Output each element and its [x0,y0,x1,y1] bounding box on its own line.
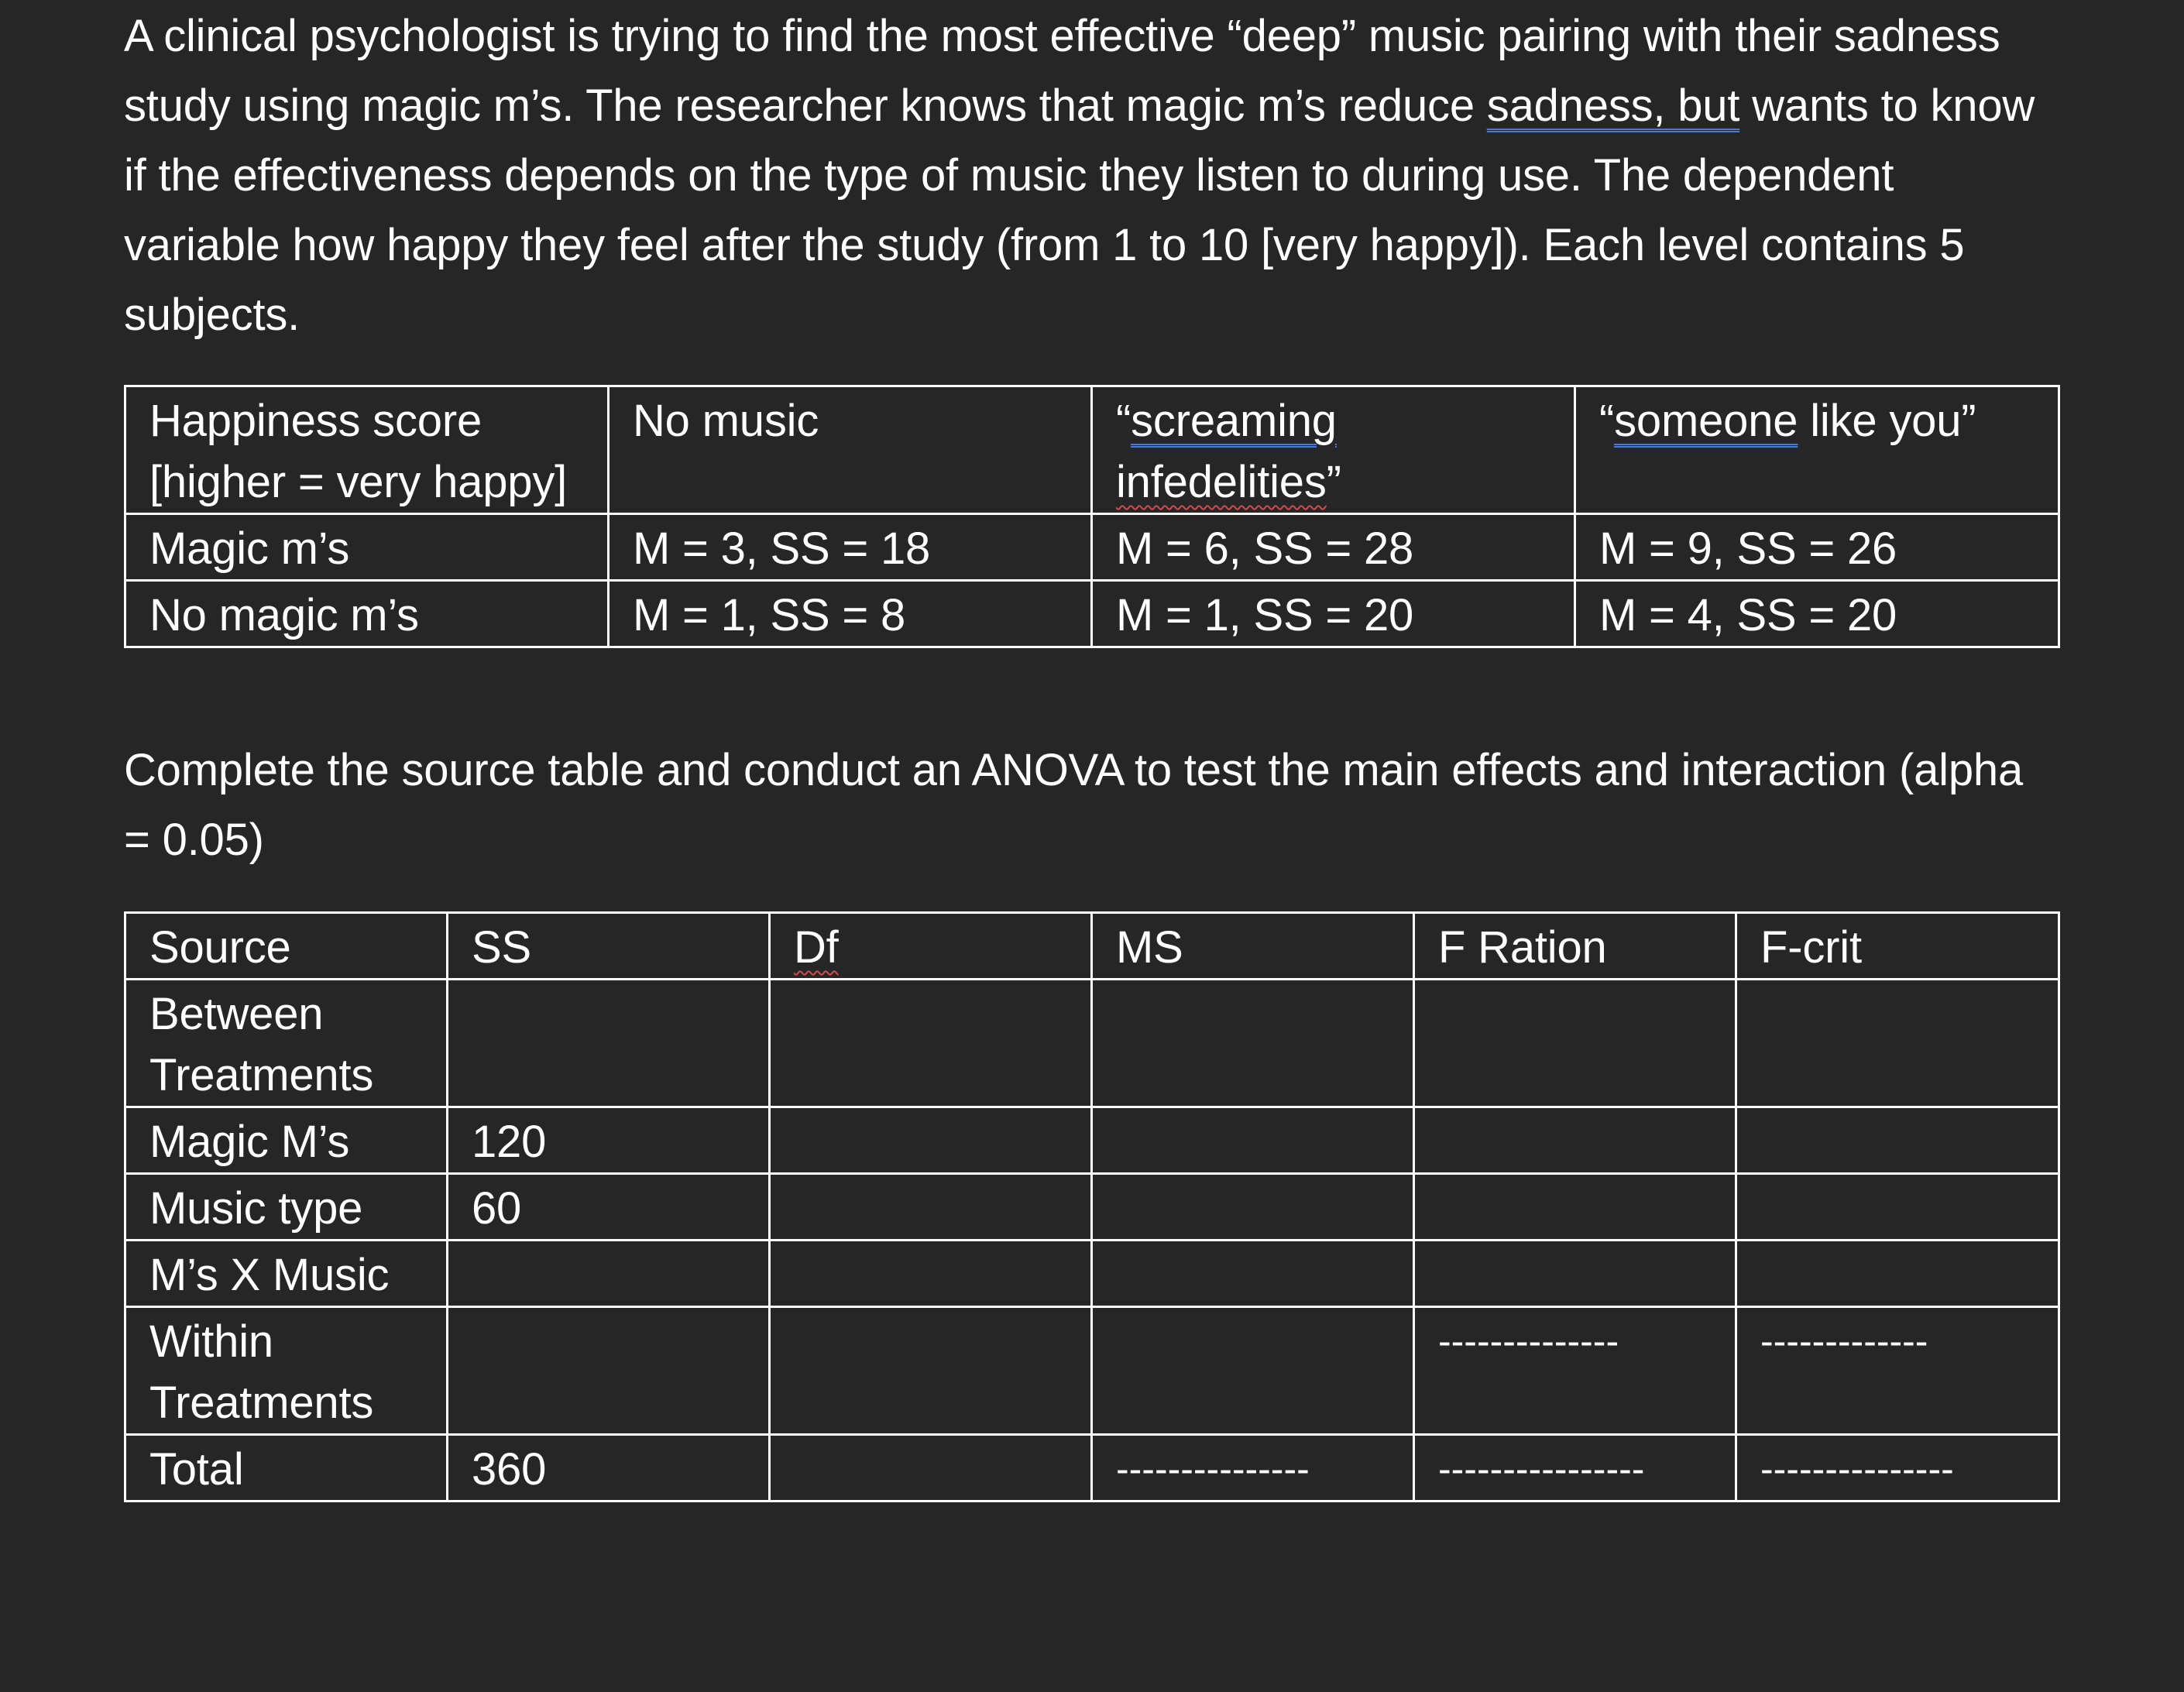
ss-cell[interactable]: 120 [448,1107,770,1174]
f-cell[interactable] [1414,1107,1736,1174]
source-label: Music type [125,1174,448,1241]
data-table-row-label: No magic m’s [125,581,609,647]
header-f-crit: F-crit [1736,913,2059,980]
ms-cell[interactable] [1092,1174,1414,1241]
source-row-magic [125,1107,2059,1174]
dash-placeholder: ---------------- [1438,1447,1645,1491]
source-row-between [125,980,2059,1107]
source-label: Total [125,1435,448,1502]
f-cell[interactable] [1414,980,1736,1107]
quote-open: “ [1116,396,1131,446]
f-cell[interactable] [1414,1241,1736,1307]
intro-underlined-text: sadness, but [1486,81,1740,131]
df-cell[interactable] [770,1107,1092,1174]
question-paragraph: Complete the source table and conduct an ANOVA to test the main effects and interaction (alpha = 0.05) [124,745,2024,865]
ms-cell[interactable] [1092,1241,1414,1307]
df-cell[interactable] [770,1241,1092,1307]
data-table-cell: M = 9, SS = 26 [1575,514,2059,581]
source-row-within [125,1307,2059,1435]
data-table-cell: M = 1, SS = 8 [609,581,1092,647]
like-you-text: like you” [1798,396,1976,446]
fcrit-cell [1736,1307,2059,1435]
data-table-cell: M = 6, SS = 28 [1092,514,1575,581]
fcrit-cell [1736,1435,2059,1502]
dash-placeholder: --------------- [1760,1447,1954,1491]
quote-open: “ [1599,396,1615,446]
ms-cell [1092,1435,1414,1502]
f-cell [1414,1307,1736,1435]
intro-paragraph [124,0,2045,350]
data-table-cell: M = 1, SS = 20 [1092,581,1575,647]
source-label: Magic M’s [125,1107,448,1174]
df-cell[interactable] [770,1307,1092,1435]
f-cell[interactable] [1414,1174,1736,1241]
data-table-col-no-music: No music [609,386,1092,514]
data-table-col-screaming [1092,386,1575,514]
data-table-cell: M = 3, SS = 18 [609,514,1092,581]
ms-cell[interactable] [1092,1307,1414,1435]
header-ss: SS [448,913,770,980]
data-table-col-someone [1575,386,2059,514]
anova-source-table [124,911,2060,1502]
ss-cell[interactable] [448,1241,770,1307]
screaming-word: screaming [1131,396,1337,446]
source-row-interaction [125,1241,2059,1307]
intro-text-post: wants to know if the effectiveness depends on the type of music they listen to during use. The dependent variable how happy they feel after the study (from 1 to 10 [very happy]). Each level contains 5 subjects. [124,81,2035,340]
header-df [770,913,1092,980]
data-table-row-label: Magic m’s [125,514,609,581]
df-cell[interactable] [770,980,1092,1107]
data-table-header-row [125,386,2059,514]
source-row-music [125,1174,2059,1241]
data-table-cell: M = 4, SS = 20 [1575,581,2059,647]
header-f-ratio: F Ration [1414,913,1736,980]
fcrit-cell[interactable] [1736,1241,2059,1307]
header-ms: MS [1092,913,1414,980]
source-table-header-row [125,913,2059,980]
fcrit-cell[interactable] [1736,1174,2059,1241]
intro-text-pre: A clinical psychologist is trying to find the most effective “deep” music pairing with their sadness study using magic m’s. The researcher knows that magic m’s reduce [124,11,2000,131]
f-cell [1414,1435,1736,1502]
data-table-row [125,581,2059,647]
source-label: Within Treatments [125,1307,448,1435]
ss-cell[interactable] [448,980,770,1107]
source-label: Between Treatments [125,980,448,1107]
infedelities-word: infedelities [1116,457,1327,507]
header-source: Source [125,913,448,980]
df-cell[interactable] [770,1435,1092,1502]
dash-placeholder: -------------- [1438,1320,1619,1363]
dash-placeholder: --------------- [1116,1447,1310,1491]
data-table-row-label-header: Happiness score [higher = very happy] [125,386,609,514]
source-row-total [125,1435,2059,1502]
someone-word: someone [1614,396,1798,446]
df-cell[interactable] [770,1174,1092,1241]
data-table-row [125,514,2059,581]
df-word: Df [794,922,839,973]
ms-cell[interactable] [1092,980,1414,1107]
ss-cell[interactable]: 360 [448,1435,770,1502]
fcrit-cell[interactable] [1736,1107,2059,1174]
source-label: M’s X Music [125,1241,448,1307]
document-page [124,0,2060,1495]
happiness-data-table [124,385,2060,648]
ss-cell[interactable] [448,1307,770,1435]
fcrit-cell[interactable] [1736,980,2059,1107]
dash-placeholder: ------------- [1760,1320,1928,1363]
ms-cell[interactable] [1092,1107,1414,1174]
quote-close: ” [1326,457,1341,507]
ss-cell[interactable]: 60 [448,1174,770,1241]
